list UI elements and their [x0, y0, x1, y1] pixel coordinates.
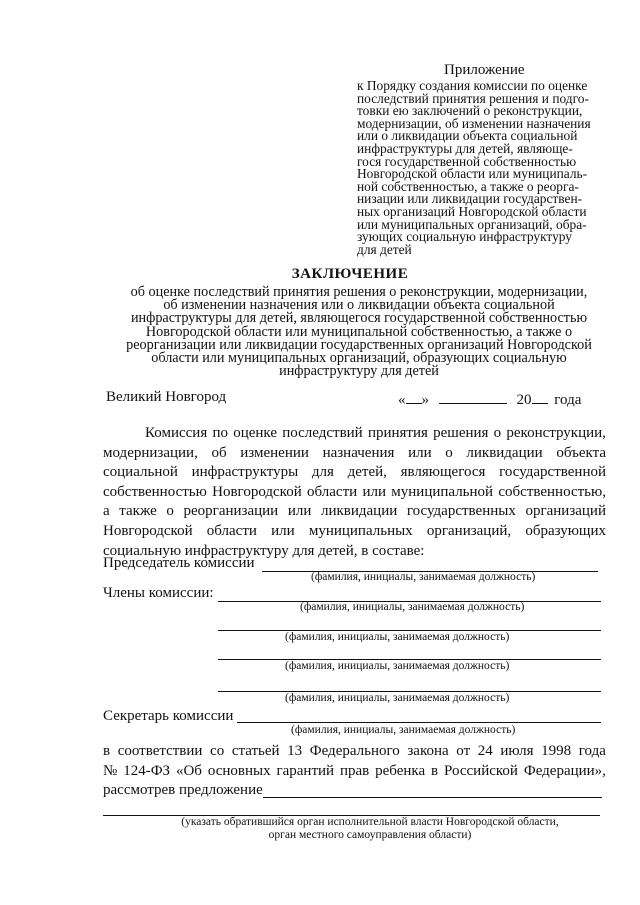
secretary-caption: (фамилия, инициалы, занимаемая должность) [291, 724, 516, 736]
word: инфраструктуры [191, 464, 299, 481]
word: «Об [175, 762, 202, 779]
chairman-label: Председатель комиссии [103, 555, 255, 571]
word: или [271, 522, 295, 539]
word: 124-ФЗ [123, 762, 171, 779]
word: собственностью [103, 483, 207, 500]
intro-paragraph [103, 424, 606, 561]
word: Российской [444, 762, 518, 779]
word: государственной [499, 464, 606, 481]
word: изменении [240, 444, 309, 461]
subtitle-line: об изменении назначения или о ликвидации объекта социальной [163, 297, 555, 314]
word: о [493, 425, 502, 441]
footnote [110, 816, 630, 842]
date-day-blank[interactable] [406, 389, 422, 404]
member-caption-2: (фамилия, инициалы, занимаемая должность) [285, 631, 510, 643]
word: реорганизации [183, 503, 279, 520]
paragraph-line [103, 463, 606, 483]
appendix-line: или о ликвидации объекта социальной [357, 128, 578, 144]
word: собственностью, [498, 483, 606, 500]
word: социальной [103, 464, 178, 481]
word: оценке [233, 425, 277, 441]
word: а [103, 503, 110, 520]
paragraph-line [103, 502, 606, 522]
date-line [398, 389, 581, 409]
word: детей, [347, 464, 387, 481]
paragraph-line [103, 483, 606, 503]
word: последствий [282, 425, 363, 441]
paragraph-line [103, 424, 606, 444]
date-month-blank[interactable] [439, 389, 507, 404]
appendix-line: товки ею заключений о реконструкции, [357, 103, 583, 119]
word: об [211, 444, 227, 461]
appendix-line: ной собственностью, а также о реорга- [357, 178, 579, 194]
date-close-quote: » [421, 392, 429, 408]
appendix-line: модернизации, об изменении назначения [357, 115, 591, 131]
member-caption-3: (фамилия, инициалы, занимаемая должность) [285, 660, 510, 672]
word: области [307, 483, 358, 500]
date-year-blank[interactable] [532, 389, 548, 404]
appendix-line: низации или ликвидации государствен- [357, 191, 583, 207]
member-caption-4: (фамилия, инициалы, занимаемая должность) [285, 692, 510, 704]
word: для [311, 464, 334, 481]
word: закона [407, 743, 449, 759]
word: гарантий [276, 762, 335, 779]
word: 13 [287, 743, 303, 759]
subtitle-line: инфраструктуру для детей [279, 363, 439, 380]
paragraph-line [103, 522, 606, 542]
paragraph-last-line: социальную инфраструктуру для детей, в составе: [103, 542, 425, 559]
footnote-line: орган местного самоуправления области) [268, 829, 472, 841]
chairman-caption: (фамилия, инициалы, занимаемая должность) [311, 571, 536, 583]
word: модернизации, [103, 444, 198, 461]
date-year-prefix: 20 [516, 392, 532, 408]
word: прав [339, 762, 370, 779]
word: муниципальных [308, 522, 413, 539]
word: в [431, 762, 439, 779]
word: государственных [406, 503, 516, 520]
word: о [445, 444, 453, 461]
proposal-field[interactable] [263, 797, 602, 798]
city: Великий Новгород [106, 389, 227, 405]
subtitle-line: области или муниципальных организаций, образующих социальную [151, 350, 567, 367]
word: о [166, 503, 174, 520]
appendix-line: или муниципальных организаций, обра- [357, 216, 587, 232]
appendix-text [357, 80, 591, 256]
appendix-line: гося государственной собственностью [357, 153, 577, 169]
word: реконструкции, [506, 425, 606, 441]
word: по [212, 425, 228, 441]
word: объекта [556, 444, 606, 461]
word: Комиссия [145, 425, 208, 441]
word: со [210, 743, 225, 759]
word: Федерального [309, 743, 400, 759]
word: области [206, 522, 257, 539]
word: принятия [367, 425, 428, 441]
word: или [362, 483, 386, 500]
subtitle-line: инфраструктуры для детей, являющегося государственной собственностью [130, 310, 588, 327]
date-open-quote: « [398, 392, 406, 408]
document-title: ЗАКЛЮЧЕНИЕ [291, 266, 409, 282]
appendix-line: зующих социальную инфраструктуру [357, 229, 572, 245]
word: 1998 [541, 743, 572, 759]
word: № [103, 762, 118, 779]
paragraph-last-line: рассмотрев предложение [103, 782, 263, 799]
basis-paragraph [103, 742, 606, 801]
secretary-field[interactable] [237, 722, 601, 723]
appendix-line: ных организаций Новгородской области [357, 203, 587, 219]
word: также [119, 503, 157, 520]
members-label: Члены комиссии: [103, 585, 214, 601]
word: ликвидации [466, 444, 543, 461]
word: статьей [231, 743, 280, 759]
word: Новгородской [103, 522, 193, 539]
word: являющегося [400, 464, 486, 481]
word: или [408, 444, 432, 461]
paragraph-line [103, 742, 606, 762]
subtitle-line: Новгородской области или муниципальной собственностью, а также о [145, 323, 573, 340]
word: организаций, [426, 522, 512, 539]
word: от [456, 743, 471, 759]
word: организаций [525, 503, 606, 520]
subtitle-line: реорганизации или ликвидации государственных организаций Новгородской [126, 336, 592, 353]
word: назначения [322, 444, 395, 461]
word: июля [500, 743, 534, 759]
word: или [287, 503, 312, 520]
appendix-line: для детей [357, 241, 412, 257]
document-subtitle [102, 286, 616, 378]
word: Федерации», [523, 762, 606, 779]
word: в [103, 743, 111, 759]
paragraph-line [103, 444, 606, 464]
appendix-title: Приложение [444, 62, 525, 78]
word: Новгородской [212, 483, 302, 500]
word: года [578, 743, 606, 759]
word: ликвидации [320, 503, 398, 520]
word: муниципальной [391, 483, 494, 500]
word: основных [207, 762, 271, 779]
word: соответствии [117, 743, 203, 759]
secretary-label: Секретарь комиссии [103, 708, 234, 724]
word: образующих [525, 522, 606, 539]
appendix-line: к Порядку создания комиссии по оценке [357, 78, 588, 93]
member-caption-1: (фамилия, инициалы, занимаемая должность) [300, 601, 525, 613]
appendix-line: инфраструктуры для детей, являюще- [357, 140, 573, 156]
appendix-line: Новгородской области или муниципаль- [357, 166, 588, 182]
word: решения [433, 425, 489, 441]
word: 24 [477, 743, 493, 759]
word: ребенка [375, 762, 426, 779]
subtitle-line: об оценке последствий принятия решения о реконструкции, модернизации, [130, 284, 588, 300]
footnote-line: (указать обратившийся орган исполнительной власти Новгородской области, [181, 816, 559, 828]
paragraph-line [103, 762, 606, 782]
date-year-suffix: года [554, 392, 582, 408]
appendix-line: последствий принятия решения и подго- [357, 90, 589, 106]
